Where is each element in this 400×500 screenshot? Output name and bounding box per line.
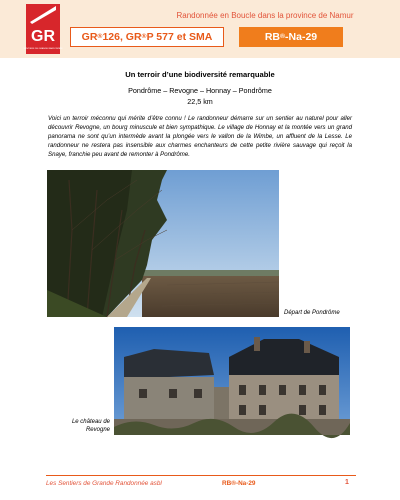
footer-organisation: Les Sentiers de Grande Randonnée asbl [46, 480, 162, 487]
footer-route-code: RB®-Na-29 [222, 480, 256, 487]
route-line: Pondrôme – Revogne – Honnay – Pondrôme [128, 86, 272, 95]
footer-rule [46, 475, 356, 476]
gr-label-b: 126, GR [102, 31, 142, 43]
photo-caption-castle: Le château de Revogne [71, 419, 110, 433]
rb-code-label: RB ® -Na-29 [239, 27, 343, 47]
photo-trail [47, 170, 279, 317]
header-subtitle: Randonnée en Boucle dans la province de Namur [176, 11, 354, 20]
gr-trail-label: GR ® 126, GR ® P 577 et SMA [70, 27, 224, 47]
intro-paragraph: Voici un terroir méconnu qui mérite d’être connu ! Le randonneur démarre sur un sentier au naturel pour aller découvrir Revogne, un bourg minuscule et bien sympathique. Le village de Honnay et la montée vers un grand panorama ne sont qu’un intermède avant la plongée vers le vallon de la Wimbe, un affluent de la Lesse. Le randonneur ne restera pas insensible aux charmes enchanteurs de cette petite rivière sauvage qui reçoit la Snaye, franchie peu avant de remonter à Pondrôme. [48, 115, 352, 159]
gr-label-a: GR [81, 31, 98, 43]
rb-label-b: -Na-29 [285, 31, 318, 43]
rb-label-a: RB [264, 31, 281, 43]
page-title: Un terroir d’une biodiversité remarquable [125, 70, 275, 79]
distance: 22,5 km [187, 97, 213, 106]
gr-label-c: P 577 et SMA [146, 31, 213, 43]
logo-small-text: SENTIERS DE GRANDE RANDONNÉE [23, 48, 63, 50]
logo-text: GR [31, 28, 55, 45]
footer-page-number: 1 [345, 479, 349, 486]
photo-caption-trail: Départ de Pondrôme [284, 310, 340, 316]
photo-castle [114, 327, 350, 435]
gr-logo [23, 4, 63, 54]
